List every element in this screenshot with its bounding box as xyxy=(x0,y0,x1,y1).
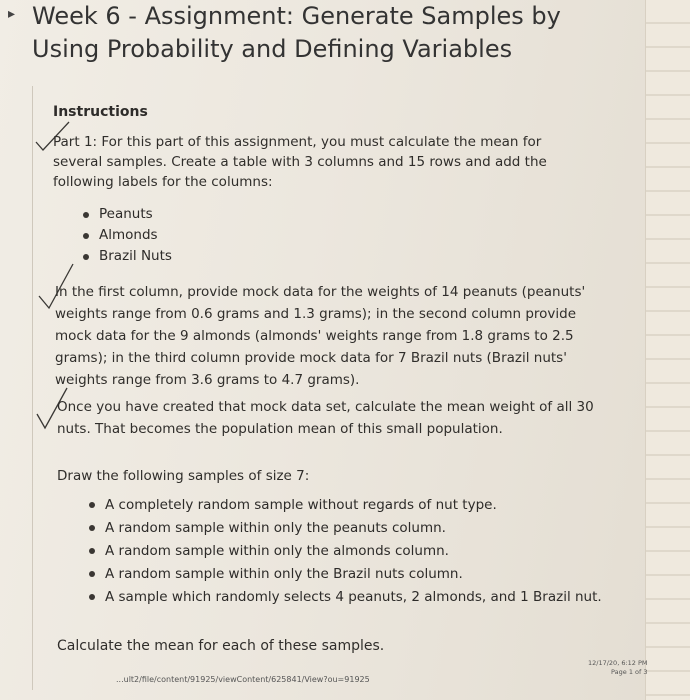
list-item: A completely random sample without regards of nut type. xyxy=(89,494,609,517)
mock-data-text: In the first column, provide mock data for the weights of 14 peanuts (peanuts' weights range from 0.6 grams and 1.3 grams); in the second column provide mock data for the 9 almonds (almonds' weights range from 1.8 grams to 2.5 grams); in the third column provide mock data for 7 Brazil nuts (Brazil nuts' weights range from 3.6 grams to 4.7 grams). xyxy=(55,284,586,388)
arrow-icon: ▸ xyxy=(8,6,16,22)
page-number: Page 1 of 3 xyxy=(611,668,648,676)
samples-list xyxy=(89,494,609,609)
part1-text: Part 1: For this part of this assignment, you must calculate the mean for several samples. Create a table with 3 columns and 15 rows and add the following labels for the columns: xyxy=(53,134,547,190)
title-line-1: Week 6 - Assignment: Generate Samples by xyxy=(32,2,561,30)
list-item: Almonds xyxy=(83,225,172,246)
list-item: A random sample within only the peanuts column. xyxy=(89,517,609,540)
footer-timestamp xyxy=(588,659,648,677)
instructions-heading: Instructions xyxy=(53,104,148,120)
list-item: Brazil Nuts xyxy=(83,246,172,267)
list-item: A random sample within only the almonds column. xyxy=(89,540,609,563)
notebook-paper-edge xyxy=(645,0,690,700)
column-labels-list xyxy=(83,204,172,267)
list-item: A random sample within only the Brazil nuts column. xyxy=(89,563,609,586)
title-line-2: Using Probability and Defining Variables xyxy=(32,35,513,63)
print-date: 12/17/20, 6:12 PM xyxy=(588,659,648,667)
page-title xyxy=(32,0,592,66)
population-mean-text: Once you have created that mock data set, calculate the mean weight of all 30 nuts. That becomes the population mean of this small population. xyxy=(57,399,594,437)
list-item: Peanuts xyxy=(83,204,172,225)
calculate-mean-text: Calculate the mean for each of these samples. xyxy=(57,638,385,654)
footer-url: ...ult2/file/content/91925/viewContent/625841/View?ou=91925 xyxy=(116,675,370,684)
list-item: A sample which randomly selects 4 peanuts, 2 almonds, and 1 Brazil nut. xyxy=(89,586,609,609)
instructions-card xyxy=(32,86,629,690)
draw-samples-text: Draw the following samples of size 7: xyxy=(57,468,310,484)
